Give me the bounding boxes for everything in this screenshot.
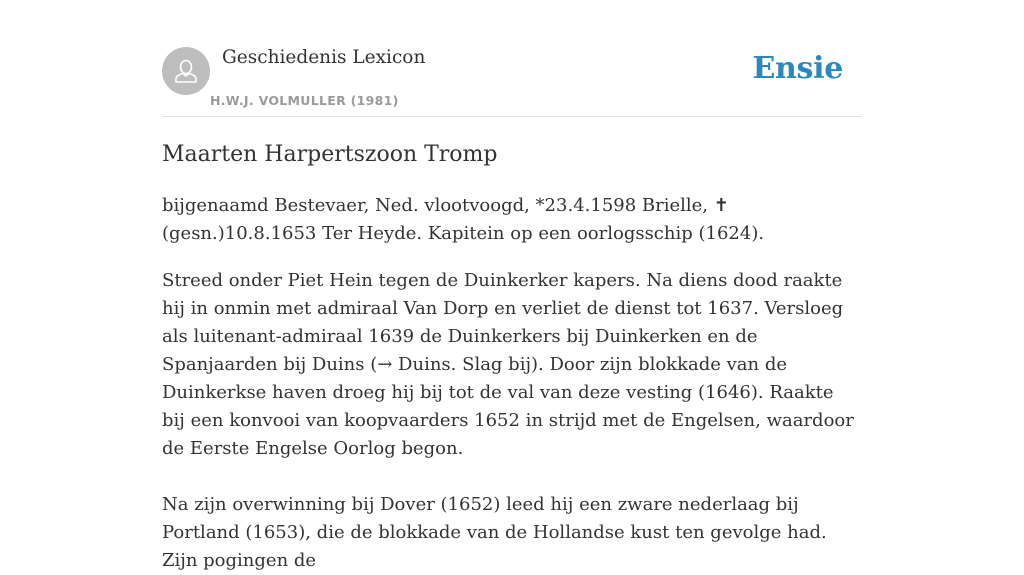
entry-paragraph: bijgenaamd Bestevaer, Ned. vlootvoogd, *23.4.1598 Brielle, ✝ (gesn.)10.8.1653 Ter Heyde. Kapitein op een oorlogsschip (1624). bbox=[162, 195, 765, 244]
book-title[interactable]: Geschiedenis Lexicon bbox=[222, 47, 426, 68]
user-avatar-icon[interactable] bbox=[162, 47, 210, 95]
book-author[interactable]: H.W.J. VOLMULLER (1981) bbox=[210, 93, 399, 108]
header bbox=[162, 46, 862, 117]
entry-paragraph: Streed onder Piet Hein tegen de Duinkerker kapers. Na diens dood raakte hij in onmin met admiraal Van Dorp en verliet de dienst tot 1637. Versloeg als luitenant-admiraal 1639 de Duinkerkers bij Duinkerken en de Spanjaarden bij Duins (→ Duins. Slag bij). Door zijn blokkade van de Duinkerkse haven droeg hij bij tot de val van deze vesting (1646). Raakte bij een konvooi van koopvaarders 1652 in strijd met de Engelsen, waardoor de Eerste Engelse Oorlog begon. bbox=[162, 270, 854, 459]
ensie-logo[interactable]: Ensie bbox=[752, 51, 843, 86]
entry-paragraph: Na zijn overwinning bij Dover (1652) leed hij een zware nederlaag bij Portland (1653), die de blokkade van de Hollandse kust ten gevolge had. Zijn pogingen de bbox=[162, 494, 827, 571]
entry-title: Maarten Harpertszoon Tromp bbox=[162, 142, 498, 167]
entry-content bbox=[162, 140, 862, 575]
